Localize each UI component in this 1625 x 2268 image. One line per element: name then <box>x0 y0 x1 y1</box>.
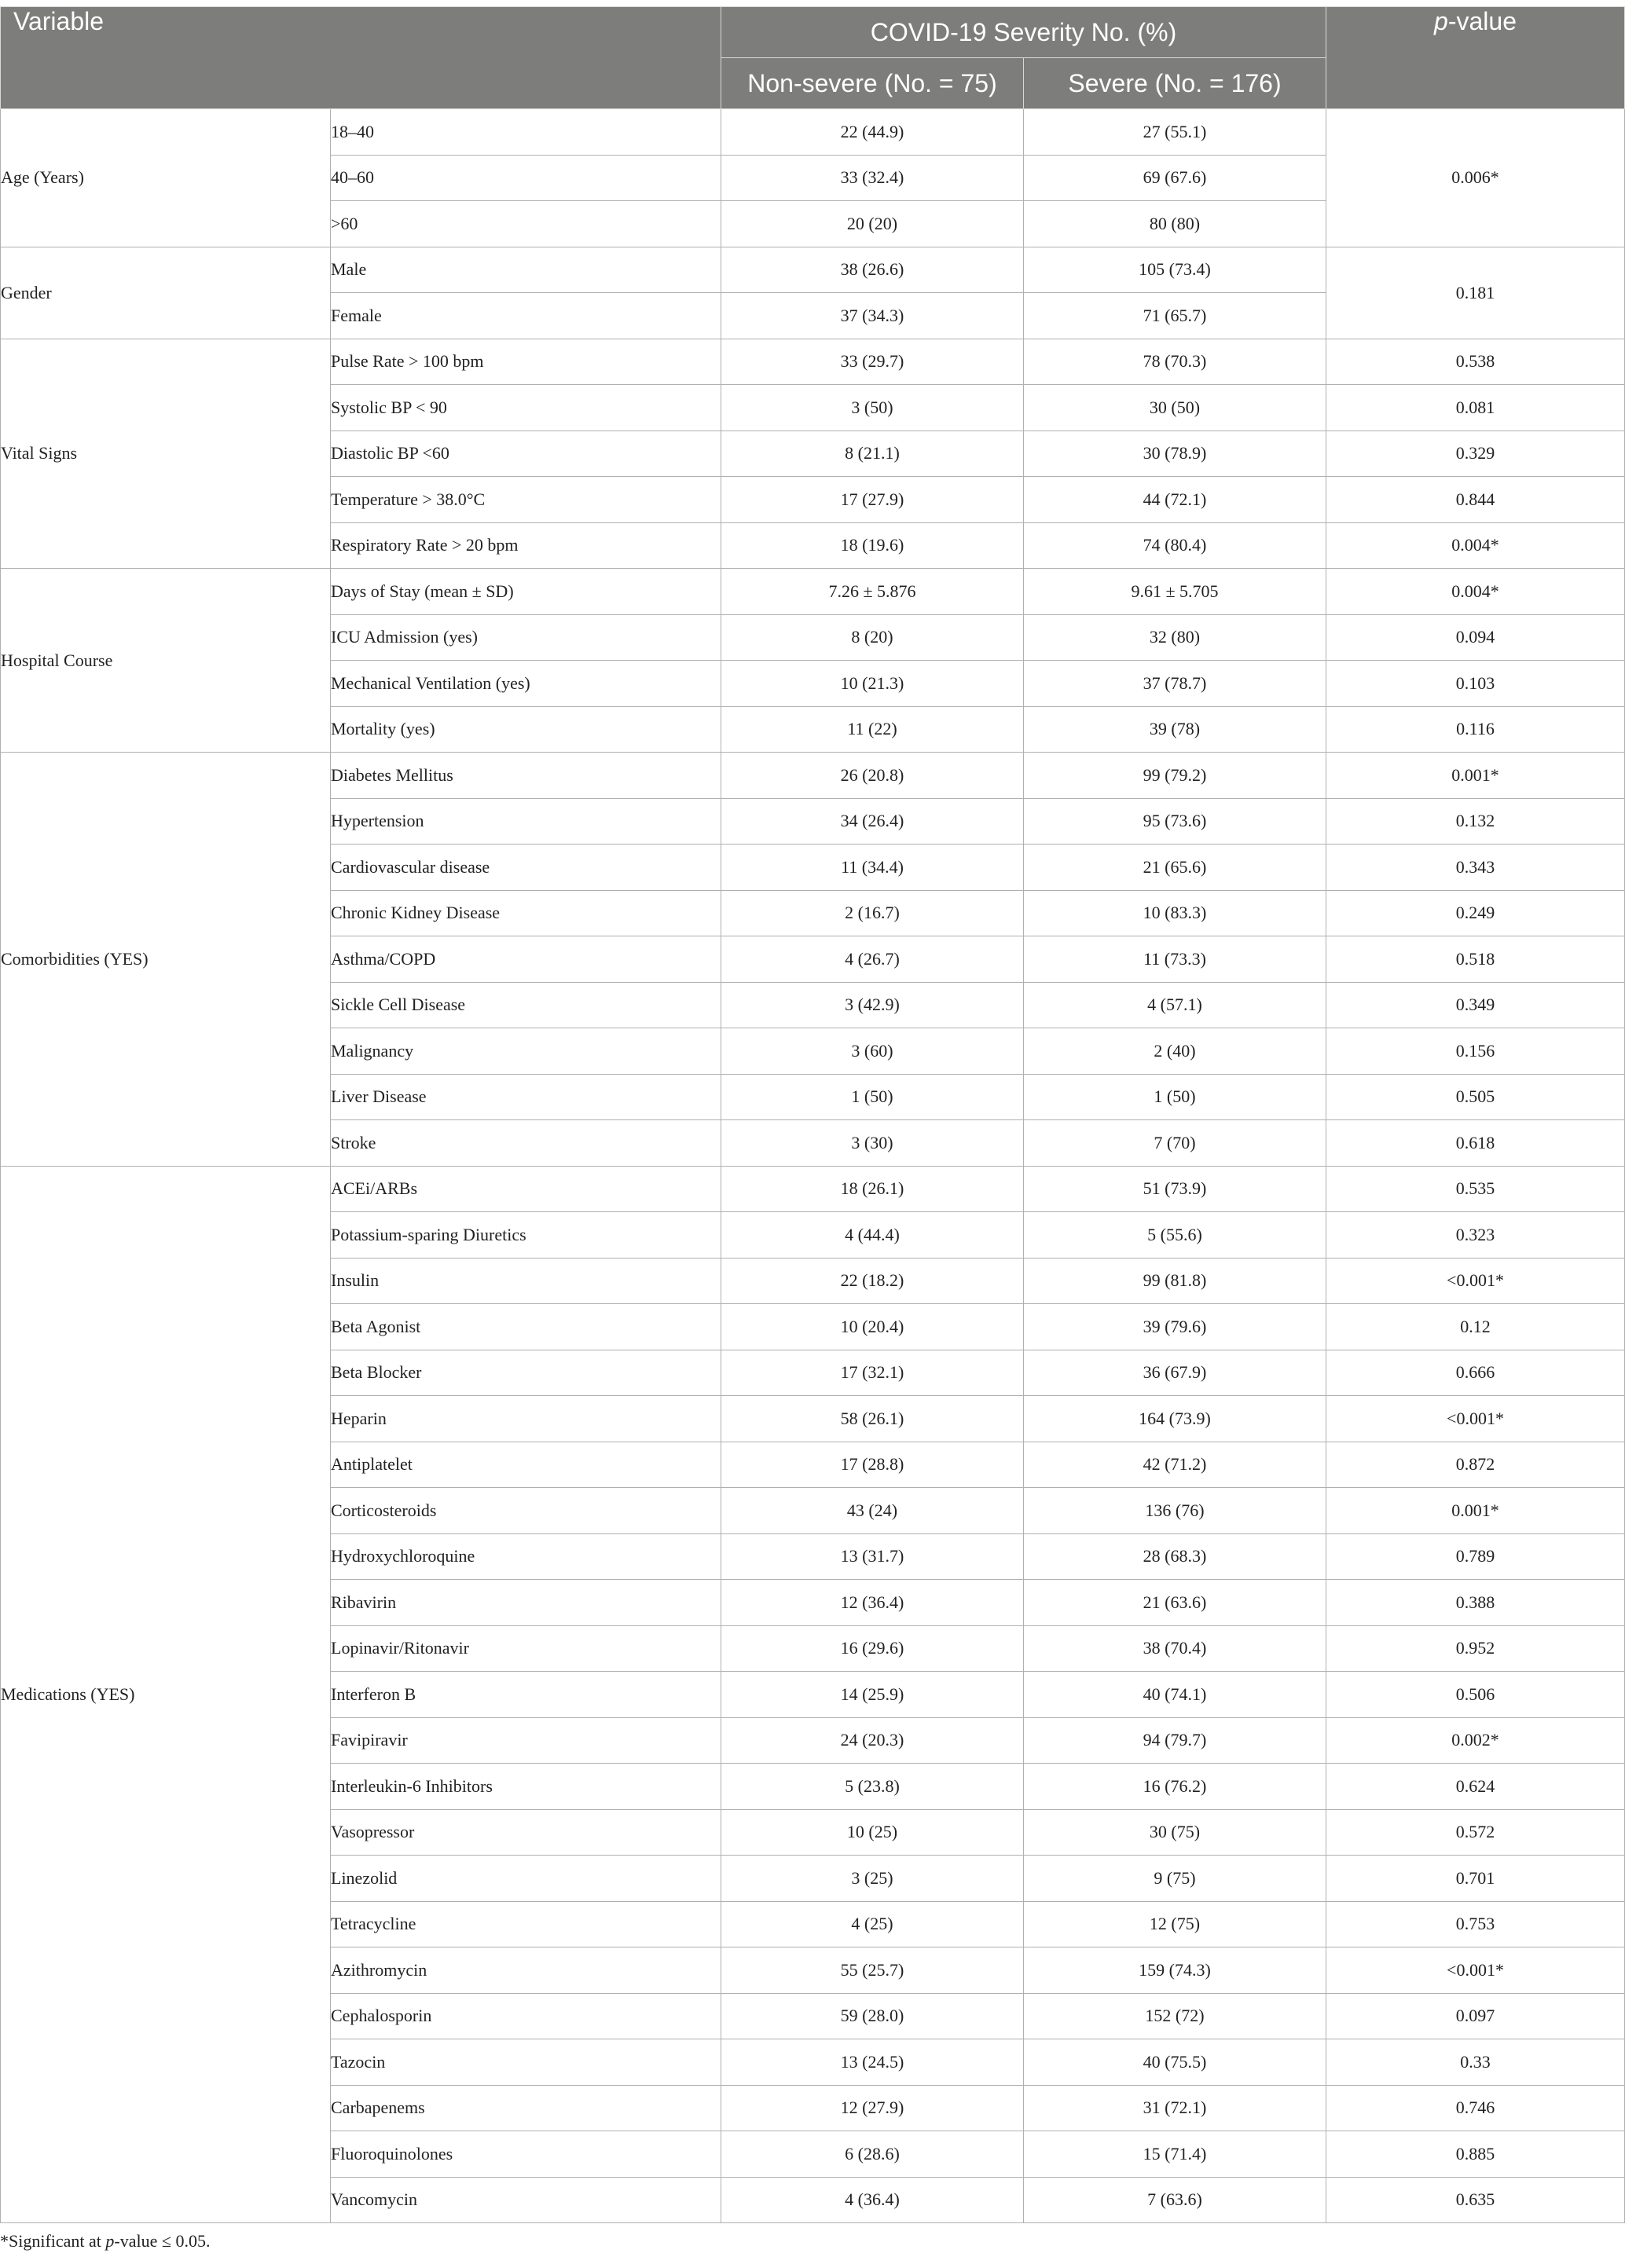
severe-cell: 15 (71.4) <box>1024 2131 1326 2178</box>
non-severe-cell: 10 (25) <box>721 1809 1024 1856</box>
non-severe-cell: 33 (32.4) <box>721 155 1024 201</box>
variable-cell: Male <box>331 247 721 293</box>
non-severe-cell: 24 (20.3) <box>721 1717 1024 1764</box>
category-cell: Comorbidities (YES) <box>1 753 331 1167</box>
severe-cell: 40 (74.1) <box>1024 1672 1326 1718</box>
non-severe-cell: 38 (26.6) <box>721 247 1024 293</box>
severe-cell: 4 (57.1) <box>1024 982 1326 1028</box>
footnote-prefix: *Significant at <box>0 2231 106 2251</box>
variable-cell: Insulin <box>331 1258 721 1304</box>
pvalue-cell: 0.12 <box>1326 1304 1625 1350</box>
non-severe-cell: 3 (60) <box>721 1028 1024 1075</box>
severe-cell: 30 (78.9) <box>1024 431 1326 477</box>
table-row <box>1 1166 1625 1212</box>
non-severe-cell: 12 (36.4) <box>721 1580 1024 1626</box>
non-severe-cell: 11 (34.4) <box>721 845 1024 891</box>
pvalue-cell: 0.872 <box>1326 1442 1625 1488</box>
table-row <box>1 247 1625 293</box>
pvalue-cell: 0.349 <box>1326 982 1625 1028</box>
non-severe-cell: 20 (20) <box>721 201 1024 247</box>
severe-cell: 105 (73.4) <box>1024 247 1326 293</box>
non-severe-cell: 4 (44.4) <box>721 1212 1024 1259</box>
pvalue-cell: 0.132 <box>1326 798 1625 845</box>
severe-cell: 21 (63.6) <box>1024 1580 1326 1626</box>
pvalue-cell: 0.753 <box>1326 1901 1625 1947</box>
non-severe-cell: 6 (28.6) <box>721 2131 1024 2178</box>
header-pvalue-italic: p <box>1434 7 1448 35</box>
variable-cell: Beta Agonist <box>331 1304 721 1350</box>
severe-cell: 80 (80) <box>1024 201 1326 247</box>
variable-cell: Diastolic BP <60 <box>331 431 721 477</box>
pvalue-cell: 0.952 <box>1326 1625 1625 1672</box>
variable-cell: Female <box>331 293 721 339</box>
non-severe-cell: 3 (50) <box>721 385 1024 431</box>
non-severe-cell: 2 (16.7) <box>721 890 1024 936</box>
pvalue-cell: 0.006* <box>1326 109 1625 247</box>
header-pvalue <box>1326 7 1625 109</box>
variable-cell: Asthma/COPD <box>331 936 721 983</box>
non-severe-cell: 37 (34.3) <box>721 293 1024 339</box>
pvalue-cell: 0.505 <box>1326 1074 1625 1120</box>
severe-cell: 1 (50) <box>1024 1074 1326 1120</box>
pvalue-cell: 0.081 <box>1326 385 1625 431</box>
pvalue-cell: 0.116 <box>1326 706 1625 753</box>
variable-cell: Hypertension <box>331 798 721 845</box>
variable-cell: Antiplatelet <box>331 1442 721 1488</box>
variable-cell: Lopinavir/Ritonavir <box>331 1625 721 1672</box>
variable-cell: Vasopressor <box>331 1809 721 1856</box>
non-severe-cell: 4 (25) <box>721 1901 1024 1947</box>
pvalue-cell: 0.885 <box>1326 2131 1625 2178</box>
results-table-container <box>0 6 1625 2223</box>
header-non-severe: Non-severe (No. = 75) <box>721 58 1024 109</box>
severe-cell: 71 (65.7) <box>1024 293 1326 339</box>
severe-cell: 30 (50) <box>1024 385 1326 431</box>
variable-cell: Interferon B <box>331 1672 721 1718</box>
variable-cell: Beta Blocker <box>331 1350 721 1396</box>
severe-cell: 42 (71.2) <box>1024 1442 1326 1488</box>
non-severe-cell: 5 (23.8) <box>721 1764 1024 1810</box>
non-severe-cell: 10 (20.4) <box>721 1304 1024 1350</box>
pvalue-cell: 0.635 <box>1326 2177 1625 2223</box>
non-severe-cell: 3 (30) <box>721 1120 1024 1167</box>
pvalue-cell: 0.535 <box>1326 1166 1625 1212</box>
variable-cell: Tazocin <box>331 2039 721 2086</box>
variable-cell: Hydroxychloroquine <box>331 1533 721 1580</box>
pvalue-cell: 0.388 <box>1326 1580 1625 1626</box>
header-pvalue-rest: -value <box>1447 7 1517 35</box>
variable-cell: Vancomycin <box>331 2177 721 2223</box>
severe-cell: 99 (81.8) <box>1024 1258 1326 1304</box>
severe-cell: 12 (75) <box>1024 1901 1326 1947</box>
pvalue-cell: 0.001* <box>1326 1488 1625 1534</box>
category-cell: Medications (YES) <box>1 1166 331 2223</box>
table-row <box>1 339 1625 385</box>
non-severe-cell: 3 (25) <box>721 1856 1024 1902</box>
pvalue-cell: 0.329 <box>1326 431 1625 477</box>
pvalue-cell: 0.538 <box>1326 339 1625 385</box>
variable-cell: Days of Stay (mean ± SD) <box>331 569 721 615</box>
pvalue-cell: 0.094 <box>1326 614 1625 661</box>
variable-cell: Sickle Cell Disease <box>331 982 721 1028</box>
severe-cell: 21 (65.6) <box>1024 845 1326 891</box>
severe-cell: 78 (70.3) <box>1024 339 1326 385</box>
pvalue-cell: 0.506 <box>1326 1672 1625 1718</box>
severe-cell: 27 (55.1) <box>1024 109 1326 156</box>
header-variable: Variable <box>1 7 721 109</box>
pvalue-cell: 0.624 <box>1326 1764 1625 1810</box>
variable-cell: 18–40 <box>331 109 721 156</box>
non-severe-cell: 8 (20) <box>721 614 1024 661</box>
pvalue-cell: 0.746 <box>1326 2085 1625 2131</box>
severe-cell: 28 (68.3) <box>1024 1533 1326 1580</box>
non-severe-cell: 8 (21.1) <box>721 431 1024 477</box>
non-severe-cell: 10 (21.3) <box>721 661 1024 707</box>
variable-cell: Interleukin-6 Inhibitors <box>331 1764 721 1810</box>
category-cell: Hospital Course <box>1 569 331 753</box>
severe-cell: 5 (55.6) <box>1024 1212 1326 1259</box>
variable-cell: Temperature > 38.0°C <box>331 477 721 523</box>
severe-cell: 37 (78.7) <box>1024 661 1326 707</box>
pvalue-cell: 0.33 <box>1326 2039 1625 2086</box>
non-severe-cell: 22 (18.2) <box>721 1258 1024 1304</box>
variable-cell: Stroke <box>331 1120 721 1167</box>
non-severe-cell: 4 (36.4) <box>721 2177 1024 2223</box>
pvalue-cell: 0.097 <box>1326 1993 1625 2039</box>
pvalue-cell: 0.701 <box>1326 1856 1625 1902</box>
non-severe-cell: 26 (20.8) <box>721 753 1024 799</box>
covid-severity-table <box>0 6 1625 2223</box>
non-severe-cell: 4 (26.7) <box>721 936 1024 983</box>
severe-cell: 38 (70.4) <box>1024 1625 1326 1672</box>
severe-cell: 36 (67.9) <box>1024 1350 1326 1396</box>
pvalue-cell: 0.844 <box>1326 477 1625 523</box>
non-severe-cell: 16 (29.6) <box>721 1625 1024 1672</box>
pvalue-cell: 0.572 <box>1326 1809 1625 1856</box>
variable-cell: Pulse Rate > 100 bpm <box>331 339 721 385</box>
severe-cell: 7 (70) <box>1024 1120 1326 1167</box>
non-severe-cell: 22 (44.9) <box>721 109 1024 156</box>
variable-cell: Ribavirin <box>331 1580 721 1626</box>
severe-cell: 32 (80) <box>1024 614 1326 661</box>
pvalue-cell: 0.323 <box>1326 1212 1625 1259</box>
pvalue-cell: 0.666 <box>1326 1350 1625 1396</box>
variable-cell: Azithromycin <box>331 1947 721 1994</box>
non-severe-cell: 55 (25.7) <box>721 1947 1024 1994</box>
header-severe: Severe (No. = 176) <box>1024 58 1326 109</box>
severe-cell: 40 (75.5) <box>1024 2039 1326 2086</box>
pvalue-cell: <0.001* <box>1326 1396 1625 1442</box>
footnote-suffix: -value ≤ 0.05. <box>114 2231 211 2251</box>
pvalue-cell: 0.518 <box>1326 936 1625 983</box>
non-severe-cell: 17 (32.1) <box>721 1350 1024 1396</box>
non-severe-cell: 7.26 ± 5.876 <box>721 569 1024 615</box>
variable-cell: ACEi/ARBs <box>331 1166 721 1212</box>
variable-cell: Tetracycline <box>331 1901 721 1947</box>
severe-cell: 9 (75) <box>1024 1856 1326 1902</box>
variable-cell: Potassium-sparing Diuretics <box>331 1212 721 1259</box>
severe-cell: 159 (74.3) <box>1024 1947 1326 1994</box>
header-severity-group: COVID-19 Severity No. (%) <box>721 7 1326 58</box>
non-severe-cell: 58 (26.1) <box>721 1396 1024 1442</box>
severe-cell: 164 (73.9) <box>1024 1396 1326 1442</box>
severe-cell: 44 (72.1) <box>1024 477 1326 523</box>
non-severe-cell: 18 (26.1) <box>721 1166 1024 1212</box>
pvalue-cell: 0.789 <box>1326 1533 1625 1580</box>
variable-cell: ICU Admission (yes) <box>331 614 721 661</box>
variable-cell: Favipiravir <box>331 1717 721 1764</box>
variable-cell: Malignancy <box>331 1028 721 1075</box>
pvalue-cell: 0.004* <box>1326 569 1625 615</box>
table-row <box>1 569 1625 615</box>
variable-cell: Carbapenems <box>331 2085 721 2131</box>
pvalue-cell: 0.343 <box>1326 845 1625 891</box>
non-severe-cell: 11 (22) <box>721 706 1024 753</box>
variable-cell: Systolic BP < 90 <box>331 385 721 431</box>
non-severe-cell: 43 (24) <box>721 1488 1024 1534</box>
variable-cell: 40–60 <box>331 155 721 201</box>
table-body <box>1 109 1625 2223</box>
severe-cell: 10 (83.3) <box>1024 890 1326 936</box>
variable-cell: Heparin <box>331 1396 721 1442</box>
severe-cell: 152 (72) <box>1024 1993 1326 2039</box>
severe-cell: 99 (79.2) <box>1024 753 1326 799</box>
variable-cell: Respiratory Rate > 20 bpm <box>331 522 721 569</box>
non-severe-cell: 17 (27.9) <box>721 477 1024 523</box>
severe-cell: 51 (73.9) <box>1024 1166 1326 1212</box>
variable-cell: Fluoroquinolones <box>331 2131 721 2178</box>
category-cell: Vital Signs <box>1 339 331 569</box>
severe-cell: 31 (72.1) <box>1024 2085 1326 2131</box>
severe-cell: 39 (79.6) <box>1024 1304 1326 1350</box>
category-cell: Age (Years) <box>1 109 331 247</box>
variable-cell: Corticosteroids <box>331 1488 721 1534</box>
non-severe-cell: 13 (24.5) <box>721 2039 1024 2086</box>
severe-cell: 30 (75) <box>1024 1809 1326 1856</box>
severe-cell: 2 (40) <box>1024 1028 1326 1075</box>
table-row <box>1 753 1625 799</box>
non-severe-cell: 3 (42.9) <box>721 982 1024 1028</box>
pvalue-cell: 0.001* <box>1326 753 1625 799</box>
non-severe-cell: 14 (25.9) <box>721 1672 1024 1718</box>
variable-cell: Mechanical Ventilation (yes) <box>331 661 721 707</box>
non-severe-cell: 1 (50) <box>721 1074 1024 1120</box>
pvalue-cell: 0.004* <box>1326 522 1625 569</box>
severe-cell: 136 (76) <box>1024 1488 1326 1534</box>
variable-cell: Mortality (yes) <box>331 706 721 753</box>
pvalue-cell: 0.618 <box>1326 1120 1625 1167</box>
pvalue-cell: 0.002* <box>1326 1717 1625 1764</box>
pvalue-cell: <0.001* <box>1326 1947 1625 1994</box>
non-severe-cell: 33 (29.7) <box>721 339 1024 385</box>
severe-cell: 16 (76.2) <box>1024 1764 1326 1810</box>
severe-cell: 69 (67.6) <box>1024 155 1326 201</box>
variable-cell: Cardiovascular disease <box>331 845 721 891</box>
severe-cell: 95 (73.6) <box>1024 798 1326 845</box>
severe-cell: 74 (80.4) <box>1024 522 1326 569</box>
non-severe-cell: 17 (28.8) <box>721 1442 1024 1488</box>
footnote <box>0 2231 210 2252</box>
non-severe-cell: 34 (26.4) <box>721 798 1024 845</box>
pvalue-cell: <0.001* <box>1326 1258 1625 1304</box>
category-cell: Gender <box>1 247 331 339</box>
footnote-italic: p <box>105 2231 115 2251</box>
severe-cell: 9.61 ± 5.705 <box>1024 569 1326 615</box>
severe-cell: 94 (79.7) <box>1024 1717 1326 1764</box>
variable-cell: Liver Disease <box>331 1074 721 1120</box>
pvalue-cell: 0.249 <box>1326 890 1625 936</box>
header-row <box>1 7 1625 58</box>
severe-cell: 39 (78) <box>1024 706 1326 753</box>
variable-cell: Chronic Kidney Disease <box>331 890 721 936</box>
severe-cell: 11 (73.3) <box>1024 936 1326 983</box>
non-severe-cell: 59 (28.0) <box>721 1993 1024 2039</box>
severe-cell: 7 (63.6) <box>1024 2177 1326 2223</box>
table-row <box>1 109 1625 156</box>
pvalue-cell: 0.181 <box>1326 247 1625 339</box>
pvalue-cell: 0.103 <box>1326 661 1625 707</box>
variable-cell: Linezolid <box>331 1856 721 1902</box>
variable-cell: Cephalosporin <box>331 1993 721 2039</box>
non-severe-cell: 18 (19.6) <box>721 522 1024 569</box>
variable-cell: >60 <box>331 201 721 247</box>
variable-cell: Diabetes Mellitus <box>331 753 721 799</box>
non-severe-cell: 13 (31.7) <box>721 1533 1024 1580</box>
pvalue-cell: 0.156 <box>1326 1028 1625 1075</box>
non-severe-cell: 12 (27.9) <box>721 2085 1024 2131</box>
